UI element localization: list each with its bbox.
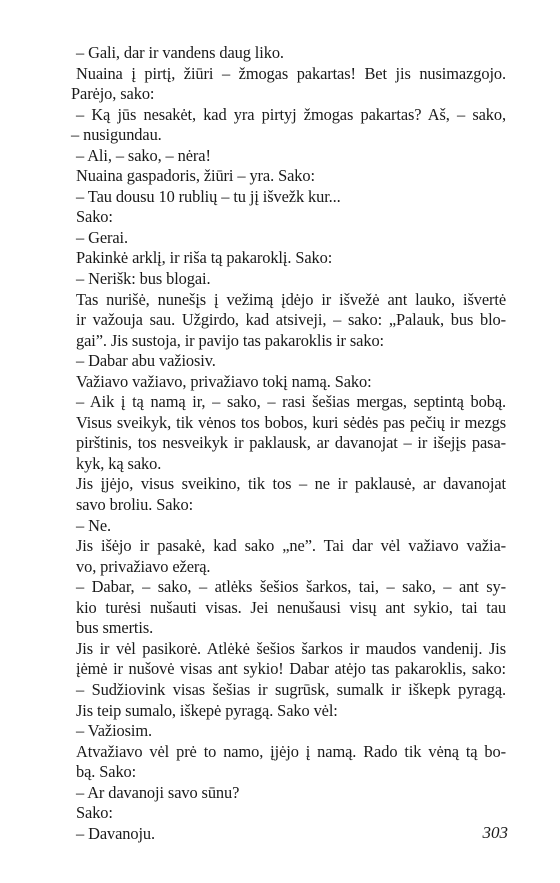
text-line: – Aik į tą namą ir, – sako, – rasi šešias mergas, septintą bobą. (76, 392, 506, 412)
text-line: kyk, ką sako. (76, 453, 162, 473)
text-line: – Ar davanoji savo sūnu? (76, 782, 240, 802)
text-line: Atvažiavo vėl prė to namo, įjėjo į namą. Rado tik vėną tą bo- (76, 741, 506, 761)
text-line: bus smertis. (76, 618, 154, 638)
text-line: – Nerišk: bus blogai. (76, 269, 211, 289)
text-line: Jis ir vėl pasikorė. Atlėkė šešios šarkos ir maudos vandenij. Jis (76, 638, 506, 658)
text-line: Tas nurišė, nunešįs į vežimą įdėjo ir išvežė ant lauko, išvertė (76, 289, 506, 309)
text-line: pirštinis, tos nesveikyk ir paklausk, ar davanojat – ir išejįs pasa- (76, 433, 506, 453)
text-line: – Sudžiovink visas šešias ir sugrūsk, sumalk ir iškepk pyragą. (76, 679, 506, 699)
text-line: Jis įjėjo, visus sveikino, tik tos – ne ir paklausė, ar davanojat (76, 474, 506, 494)
page-number: 303 (482, 823, 508, 842)
text-line: – Davanoju. (76, 823, 156, 843)
text-line: Sako: (76, 207, 113, 227)
text-line: įėmė ir nušovė visas ant sykio! Dabar atėjo tas pakaroklis, sako: (76, 659, 506, 679)
text-line: – Dabar abu važiosiv. (76, 351, 216, 371)
text-line: Visus sveikyk, tik vėnos tos bobos, kuri sėdės pas pečių ir mezgs (76, 412, 506, 432)
text-line: – Tau dousu 10 rublių – tu jį išvežk kur... (76, 186, 341, 206)
text-line: Jis išėjo ir pasakė, kad sako „ne”. Tai dar vėl važiavo važia- (76, 536, 506, 556)
text-line: ir važouja sau. Užgirdo, kad atsiveji, – sako: „Palauk, bus blo- (76, 310, 506, 330)
text-line: Pakinkė arklį, ir riša tą pakaroklį. Sako: (76, 248, 333, 268)
text-line: Nuaina į pirtį, žiūri – žmogas pakartas! Bet jis nusimazgojo. (76, 63, 506, 83)
text-line: – Gerai. (76, 227, 128, 247)
text-line: Nuaina gaspadoris, žiūri – yra. Sako: (76, 166, 315, 186)
text-line: bą. Sako: (76, 762, 137, 782)
text-line: Sako: (76, 803, 113, 823)
text-line: – nusigundau. (71, 125, 162, 145)
text-line: Važiavo važiavo, privažiavo tokį namą. Sako: (76, 371, 372, 391)
text-line: Jis teip sumalo, iškepė pyragą. Sako vėl: (76, 700, 338, 720)
story-text (71, 43, 506, 844)
text-line: gai”. Jis sustoja, ir pavijo tas pakaroklis ir sako: (76, 330, 384, 350)
text-line: kio turėsi nušauti visas. Jei nenušausi visų ant sykio, tai tau (76, 597, 506, 617)
text-line: vo, privažiavo ežerą. (76, 556, 211, 576)
text-line: Parėjo, sako: (71, 84, 155, 104)
text-line: savo broliu. Sako: (76, 495, 194, 515)
text-line: – Ką jūs nesakėt, kad yra pirtyj žmogas pakartas? Aš, – sako, (76, 104, 506, 124)
text-line: – Važiosim. (76, 721, 152, 741)
text-line: – Ne. (76, 515, 112, 535)
text-line: – Dabar, – sako, – atlėks šešios šarkos, tai, – sako, – ant sy- (76, 577, 506, 597)
text-line: – Gali, dar ir vandens daug liko. (76, 43, 284, 62)
text-line: – Ali, – sako, – nėra! (76, 145, 211, 165)
